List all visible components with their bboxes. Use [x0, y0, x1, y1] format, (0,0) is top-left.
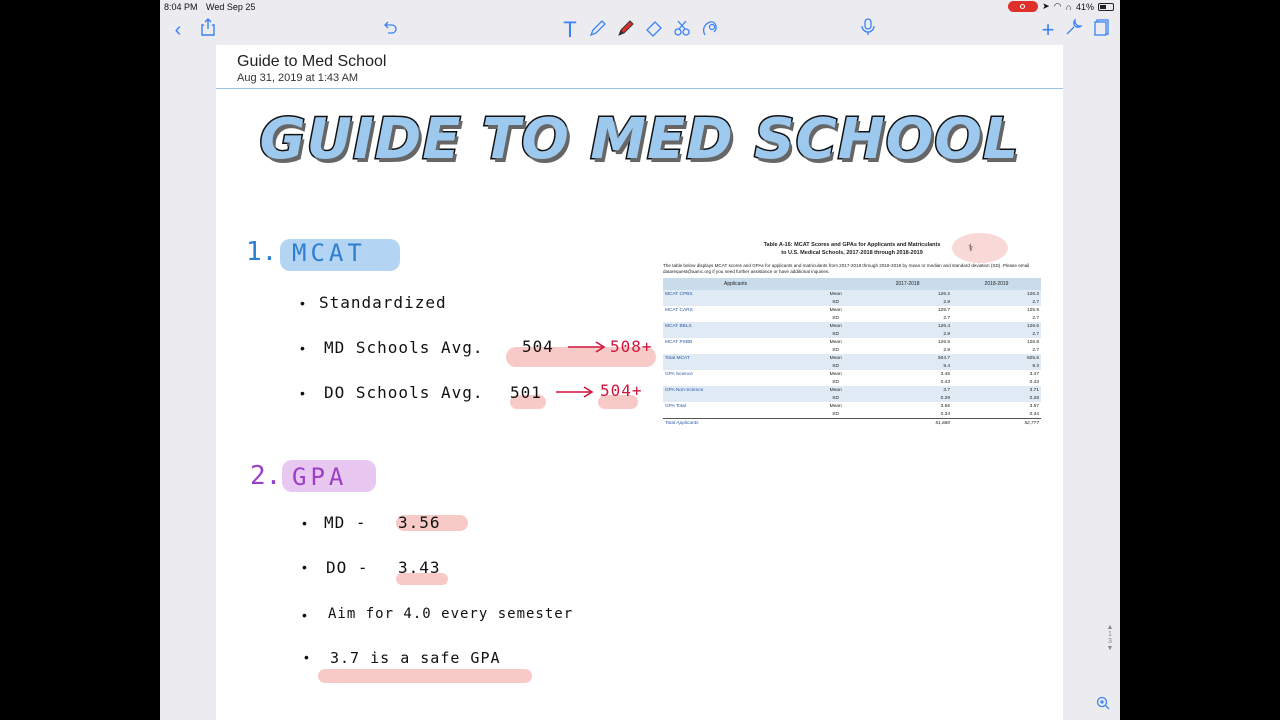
- mcat-do-new: 504+: [600, 381, 643, 400]
- scroll-down-icon[interactable]: ▼: [1106, 645, 1114, 652]
- scroll-page-number: 1: [1108, 631, 1112, 638]
- table-cell: 2.7: [1032, 347, 1039, 353]
- headphones-icon: ∩: [1065, 1, 1072, 12]
- table-row: [663, 314, 1041, 322]
- table-row: [663, 354, 1041, 362]
- mcat-md-old: 504: [522, 337, 554, 356]
- bullet-dot: •: [300, 295, 305, 311]
- table-row: [663, 322, 1041, 330]
- back-chevron-icon[interactable]: ‹: [174, 19, 182, 41]
- status-time: 8:04 PM: [164, 2, 198, 12]
- table-cell: MCAT CARS: [665, 307, 693, 313]
- table-cell: 0.29: [863, 394, 952, 402]
- scroll-page-count: 3: [1108, 638, 1112, 645]
- table-cell: 3.47: [1029, 371, 1039, 377]
- table-header-cell: [808, 278, 863, 290]
- table-cell: 504.7: [863, 354, 952, 362]
- table-cell: 125.9: [1026, 307, 1039, 313]
- table-description: The table below displays MCAT scores and GPAs for applicants and matriculants from 2017-2018 through 2018-2019 by mean or median and standard deviation (SD). Please email datarequest@aamc.org if you need further assistance or have additional inquiries.: [663, 263, 1030, 274]
- table-row: [663, 306, 1041, 314]
- table-cell: Mean: [808, 386, 863, 394]
- table-cell: 126.4: [863, 322, 952, 330]
- table-row: [663, 394, 1041, 402]
- doc-title: Guide to Med School: [237, 53, 387, 70]
- bullet-dot: •: [302, 559, 307, 575]
- microphone-icon[interactable]: [856, 18, 880, 42]
- table-cell: 126.6: [952, 322, 1041, 330]
- table-cell: 126.8: [1026, 339, 1039, 345]
- table-cell: 3.71: [952, 386, 1041, 394]
- table-cell: Total MCAT: [663, 354, 808, 362]
- screen-recording-icon: [1008, 1, 1038, 12]
- table-row: [663, 330, 1041, 338]
- page-scroll-control[interactable]: [1104, 624, 1116, 652]
- table-cell: Mean: [829, 403, 842, 409]
- table-header-cell: 2017-2018: [863, 278, 952, 290]
- table-cell: SD: [832, 347, 839, 353]
- table-cell: 0.43: [1029, 379, 1039, 385]
- table-row: [663, 419, 1041, 428]
- table-cell: [663, 298, 808, 306]
- mcat-md-new: 508+: [610, 337, 653, 356]
- add-icon[interactable]: +: [1041, 17, 1055, 42]
- table-cell: 2.7: [1032, 315, 1039, 321]
- table-row: [663, 402, 1041, 410]
- table-header-cell: 2018-2019: [952, 278, 1041, 290]
- banner-title: GUIDE TO MED SCHOOL: [259, 107, 1020, 172]
- arrow-icon: [568, 341, 608, 353]
- table-cell: GPA Science: [665, 371, 693, 377]
- bullet-dot: •: [300, 340, 305, 356]
- pen-tool-icon[interactable]: [586, 18, 610, 44]
- table-cell: 505.6: [952, 354, 1041, 362]
- table-cell: 126.2: [863, 290, 952, 298]
- lasso-tool-icon[interactable]: [670, 18, 694, 44]
- eraser-tool-icon[interactable]: [642, 18, 666, 44]
- table-row: [663, 338, 1041, 346]
- table-cell: MCAT PSBB: [665, 339, 693, 345]
- section-1-number: 1.: [246, 237, 278, 267]
- table-cell: Mean: [808, 354, 863, 362]
- battery-icon: [1098, 3, 1114, 11]
- table-cell: 0.34: [940, 411, 951, 417]
- status-right: [1008, 1, 1114, 12]
- table-cell: 126.5: [938, 339, 951, 345]
- table-cell: [808, 419, 863, 428]
- toolbar: [160, 14, 1120, 46]
- note-page[interactable]: [216, 45, 1063, 720]
- table-cell: SD: [832, 379, 839, 385]
- table-cell: Mean: [808, 322, 863, 330]
- wifi-icon: ◠: [1053, 1, 1062, 11]
- table-cell: 2.7: [943, 315, 951, 321]
- table-cell: 125.7: [938, 307, 951, 313]
- header-divider: [216, 88, 1063, 89]
- table-cell: 51,680: [863, 419, 952, 428]
- table-row: [663, 386, 1041, 394]
- section-1-label: MCAT: [292, 239, 366, 267]
- bullet-dot: •: [300, 385, 305, 401]
- table-row: [663, 298, 1041, 306]
- table-cell: Mean: [829, 339, 842, 345]
- section-2-number: 2.: [250, 461, 282, 491]
- table-cell: GPA Non-Science: [663, 386, 808, 394]
- table-cell: Mean: [829, 307, 842, 313]
- table-cell: 0.43: [940, 379, 951, 385]
- table-cell: 9.4: [863, 362, 952, 370]
- share-icon[interactable]: [196, 18, 220, 42]
- table-cell: Total Applicants: [663, 419, 808, 428]
- table-cell: 0.34: [1029, 411, 1039, 417]
- wrench-icon[interactable]: [1062, 18, 1086, 42]
- shapes-tool-icon[interactable]: [698, 18, 722, 44]
- mcat-do-label: DO Schools Avg.: [324, 383, 484, 402]
- gpa-md-value: 3.56: [398, 513, 441, 532]
- ipad-screen: [160, 0, 1120, 720]
- table-cell: SD: [832, 411, 839, 417]
- table-cell: SD: [808, 298, 863, 306]
- gpa-md-label: MD -: [324, 513, 367, 532]
- gpa-safe: 3.7 is a safe GPA: [330, 649, 501, 667]
- mcat-md-label: MD Schools Avg.: [324, 338, 484, 357]
- table-cell: [663, 314, 808, 322]
- table-cell: 52,777: [952, 419, 1041, 428]
- table-cell: MCAT BBLS: [663, 322, 808, 330]
- mcat-standardized: Standardized: [319, 293, 447, 312]
- arrow-icon: [556, 386, 596, 398]
- table-cell: [663, 378, 808, 386]
- doc-date: Aug 31, 2019 at 1:43 AM: [237, 72, 359, 84]
- table-cell: SD: [808, 330, 863, 338]
- aamc-table-image: [663, 241, 1041, 427]
- table-cell: GPA Total: [665, 403, 686, 409]
- table-cell: 2.8: [863, 330, 952, 338]
- text-tool-icon[interactable]: T: [563, 17, 577, 42]
- table-cell: [663, 346, 808, 354]
- table-cell: 2.7: [952, 298, 1041, 306]
- table-cell: [663, 410, 808, 419]
- table-cell: 3.45: [940, 371, 951, 377]
- table-row: [663, 362, 1041, 370]
- table-cell: [663, 394, 808, 402]
- gpa-do-label: DO -: [326, 558, 369, 577]
- table-cell: 2.7: [952, 330, 1041, 338]
- undo-icon[interactable]: [378, 18, 402, 42]
- table-cell: 2.8: [863, 298, 952, 306]
- bullet-dot: •: [302, 607, 307, 623]
- highlighter-tool-icon[interactable]: [614, 18, 638, 44]
- table-cell: 9.3: [952, 362, 1041, 370]
- status-date: Wed Sep 25: [206, 2, 256, 12]
- bullet-dot: •: [304, 649, 309, 665]
- table-row: [663, 378, 1041, 386]
- table-title-2: to U.S. Medical Schools, 2017-2018 through 2018-2019: [781, 250, 923, 256]
- mcat-gpa-table: [663, 278, 1041, 427]
- gpa-do-value: 3.43: [398, 558, 441, 577]
- table-row: [663, 410, 1041, 419]
- safe-gpa-highlight: [318, 669, 532, 683]
- table-row: [663, 346, 1041, 354]
- bullet-dot: •: [302, 515, 307, 531]
- table-cell: 126.3: [952, 290, 1041, 298]
- zoom-icon[interactable]: [1096, 696, 1110, 713]
- status-bar: [160, 0, 1120, 14]
- table-cell: Mean: [808, 290, 863, 298]
- mcat-do-old: 501: [510, 383, 542, 402]
- table-header-cell: Applicants: [663, 278, 808, 290]
- table-cell: SD: [832, 315, 839, 321]
- table-cell: 3.56: [940, 403, 951, 409]
- pages-icon[interactable]: [1090, 18, 1114, 42]
- table-cell: 0.28: [952, 394, 1041, 402]
- table-row: [663, 290, 1041, 298]
- gpa-aim: Aim for 4.0 every semester: [328, 606, 574, 622]
- battery-percent: 41%: [1075, 1, 1094, 12]
- table-cell: [663, 362, 808, 370]
- section-2-label: GPA: [292, 463, 348, 491]
- table-row: [663, 370, 1041, 378]
- scroll-up-icon[interactable]: ▲: [1106, 624, 1114, 631]
- table-cell: Mean: [829, 371, 842, 377]
- table-title-1: Table A-16: MCAT Scores and GPAs for Applicants and Matriculants: [763, 242, 941, 248]
- table-cell: SD: [808, 394, 863, 402]
- table-cell: 3.7: [863, 386, 952, 394]
- table-cell: MCAT CPBS: [663, 290, 808, 298]
- table-cell: 3.57: [1029, 403, 1039, 409]
- table-cell: 2.8: [943, 347, 951, 353]
- table-cell: [663, 330, 808, 338]
- aamc-logo-icon: ⚕: [968, 243, 974, 254]
- location-icon: ➤: [1042, 1, 1050, 11]
- table-cell: SD: [808, 362, 863, 370]
